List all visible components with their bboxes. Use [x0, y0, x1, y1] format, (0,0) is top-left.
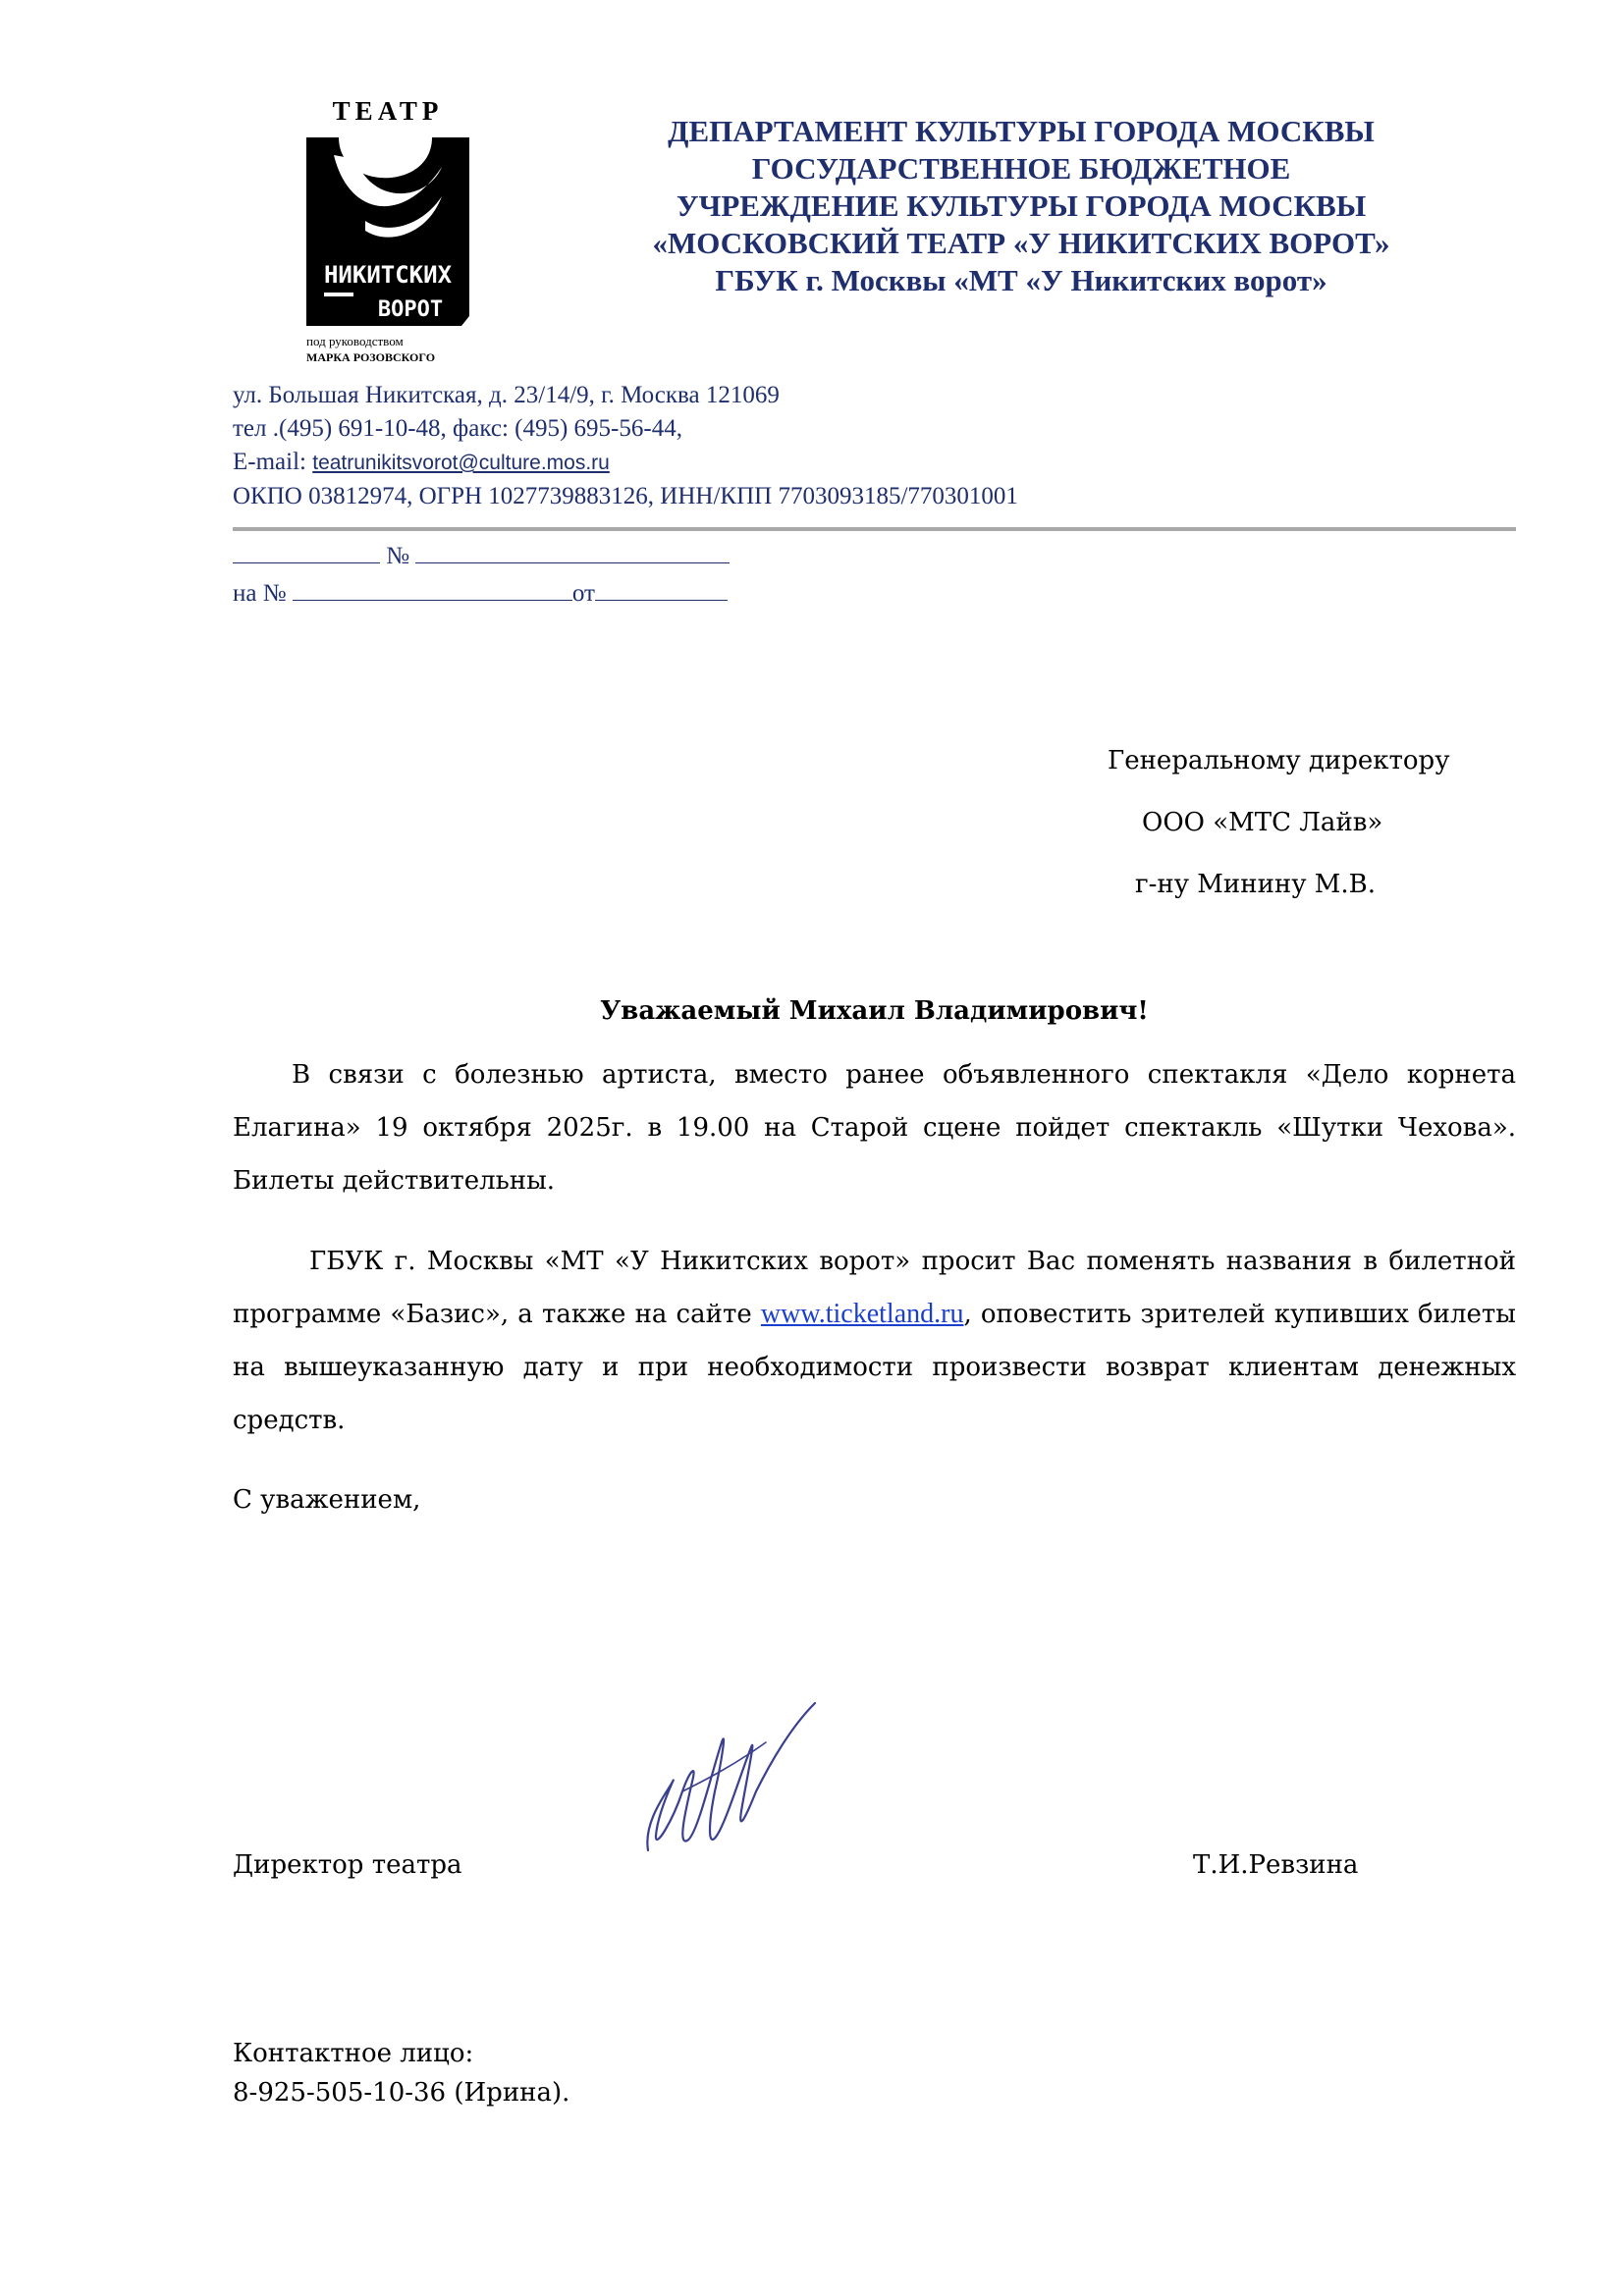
paragraph-1: В связи с болезнью артиста, вместо ранее объявленного спектакля «Дело корнета Елагина» 19 октября 2025г. в 19.00 на Старой сцене пойдет спектакль «Шутки Чехова». Билеты действительны. — [233, 1060, 1516, 1196]
logo-line2: ВОРОТ — [377, 297, 444, 322]
greeting: Уважаемый Михаил Владимирович! — [600, 996, 1149, 1026]
ticketland-link[interactable]: www.ticketland.ru — [760, 1299, 964, 1329]
header-line: «МОСКОВСКИЙ ТЕАТР «У НИКИТСКИХ ВОРОТ» — [652, 226, 1390, 260]
header-line: ДЕПАРТАМЕНТ КУЛЬТУРЫ ГОРОДА МОСКВЫ — [668, 114, 1375, 148]
signer-name: Т.И.Ревзина — [1193, 1850, 1359, 1880]
email-row — [233, 446, 1509, 480]
in-reply-label: на № — [233, 580, 287, 607]
paragraph-2 — [233, 1235, 1516, 1447]
addressee-name: г-ну Минину М.В. — [1135, 870, 1377, 899]
organization-header — [560, 113, 1483, 299]
address: ул. Большая Никитская, д. 23/14/9, г. Москва 121069 — [233, 382, 780, 408]
header-divider — [233, 527, 1516, 531]
paragraph-2-text: ГБУК г. Москвы «МТ «У Никитских ворот» просит Вас поменять названия в билетной программе «Базис», а также на сайте — [233, 1247, 1516, 1329]
signature — [628, 1674, 825, 1870]
phone-fax: тел .(495) 691-10-48, факс: (495) 695-56-44, — [233, 415, 682, 442]
addressee-position: Генеральному директору — [1108, 746, 1450, 775]
outgoing-number-line — [233, 538, 730, 613]
paragraph-2-text-end: , оповестить зрителей купивших билеты на вышеуказанную дату и при необходимости произвести возврат клиентам денежных средств. — [233, 1300, 1516, 1435]
contact-person-label: Контактное лицо: — [233, 2039, 474, 2068]
logo-top-text: ТЕАТР — [332, 98, 444, 126]
number-blank — [415, 539, 730, 563]
contact-block — [233, 379, 1509, 513]
email-link[interactable]: teatrunikitsvorot@culture.mos.ru — [312, 452, 610, 474]
header-line: УЧРЕЖДЕНИЕ КУЛЬТУРЫ ГОРОДА МОСКВЫ — [676, 188, 1367, 223]
addressee-company: ООО «МТС Лайв» — [1142, 808, 1383, 837]
closing: С уважением, — [233, 1485, 421, 1515]
date-blank — [233, 539, 380, 563]
email-label: E-mail: — [233, 449, 306, 475]
registration-codes: ОКПО 03812974, ОГРН 1027739883126, ИНН/КПП 7703093185/770301001 — [233, 483, 1018, 509]
reply-date-blank — [595, 576, 728, 601]
logo-sub1: под руководством — [306, 334, 404, 348]
number-label: № — [386, 543, 410, 569]
signer-title: Директор театра — [233, 1850, 462, 1880]
theatre-logo — [295, 98, 481, 373]
from-label: от — [571, 580, 595, 607]
reply-number-blank — [293, 576, 572, 601]
header-line: ГОСУДАРСТВЕННОЕ БЮДЖЕТНОЕ — [751, 151, 1291, 186]
header-line: ГБУК г. Москвы «МТ «У Никитских ворот» — [715, 263, 1327, 297]
contact-person-phone: 8-925-505-10-36 (Ирина). — [233, 2078, 570, 2108]
logo-sub2: МАРКА РОЗОВСКОГО — [306, 350, 436, 364]
logo-line1: НИКИТСКИХ — [323, 261, 453, 289]
